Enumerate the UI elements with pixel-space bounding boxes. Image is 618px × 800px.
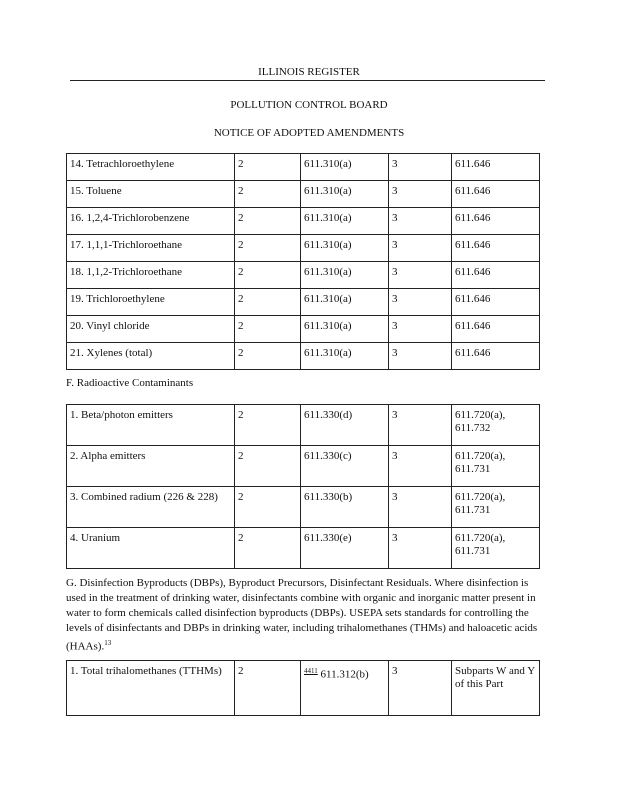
notice-title: NOTICE OF ADOPTED AMENDMENTS <box>213 127 405 139</box>
section-g-paragraph <box>66 576 546 655</box>
table-cell: 2 <box>235 154 301 181</box>
table-cell: 611.310(a) <box>301 208 389 235</box>
table-row <box>67 405 540 446</box>
table-cell: 611.646 <box>452 289 540 316</box>
table-cell: 611.310(a) <box>301 316 389 343</box>
dbp-table <box>66 660 540 716</box>
table-cell: 3 <box>389 208 452 235</box>
table-row <box>67 316 540 343</box>
table-cell: 2 <box>235 289 301 316</box>
table-row <box>67 181 540 208</box>
table-cell: 611.310(a) <box>301 154 389 181</box>
table-cell: 611.646 <box>452 316 540 343</box>
table-cell: 3 <box>389 316 452 343</box>
table-row <box>67 487 540 528</box>
table-cell: 611.310(a) <box>301 235 389 262</box>
table-cell: 18. 1,1,2-Trichloroethane <box>67 262 235 289</box>
table-cell: 2 <box>235 528 301 569</box>
footnote-marker: 13 <box>104 639 112 647</box>
table-cell: 611.720(a), 611.732 <box>452 405 540 446</box>
table-cell: 3 <box>389 154 452 181</box>
table-cell: 611.646 <box>452 235 540 262</box>
section-ref: 611.312(b) <box>320 668 369 681</box>
table-cell: 611.310(a) <box>301 343 389 370</box>
board-title: POLLUTION CONTROL BOARD <box>230 99 388 111</box>
table-cell: 611.720(a), 611.731 <box>452 487 540 528</box>
table-row <box>67 235 540 262</box>
table-row <box>67 208 540 235</box>
table-cell: 3 <box>389 262 452 289</box>
table-cell: 3 <box>389 181 452 208</box>
radioactive-contaminants-table <box>66 404 540 569</box>
table-row <box>67 661 540 716</box>
table-cell: 1. Total trihalomethanes (TTHMs) <box>67 661 235 716</box>
table-cell: 611.330(b) <box>301 487 389 528</box>
table-cell: 611.310(a) <box>301 181 389 208</box>
table-row <box>67 446 540 487</box>
table-cell: 611.310(a) <box>301 289 389 316</box>
table-cell: 3 <box>389 405 452 446</box>
table-cell: 2 <box>235 208 301 235</box>
table-cell: Subparts W and Y of this Part <box>452 661 540 716</box>
organic-contaminants-table <box>66 153 540 370</box>
table-cell: 3 <box>389 289 452 316</box>
table-cell: 2 <box>235 316 301 343</box>
table-cell: 3 <box>389 528 452 569</box>
table-cell: 16. 1,2,4-Trichlorobenzene <box>67 208 235 235</box>
table-cell: 611.646 <box>452 343 540 370</box>
register-title: ILLINOIS REGISTER <box>258 66 360 78</box>
table-cell: 2 <box>235 446 301 487</box>
table-cell: 2. Alpha emitters <box>67 446 235 487</box>
table-cell: 3 <box>389 343 452 370</box>
table-cell: 611.720(a), 611.731 <box>452 446 540 487</box>
table-cell: 17. 1,1,1-Trichloroethane <box>67 235 235 262</box>
table-row <box>67 154 540 181</box>
table-cell: 3 <box>389 487 452 528</box>
table-row <box>67 289 540 316</box>
amendment-marker: 4411 <box>304 667 318 675</box>
table-cell: 4. Uranium <box>67 528 235 569</box>
table-cell: 2 <box>235 661 301 716</box>
table-cell: 2 <box>235 235 301 262</box>
table-cell: 611.720(a), 611.731 <box>452 528 540 569</box>
table-cell: 15. Toluene <box>67 181 235 208</box>
table-cell: 3 <box>389 446 452 487</box>
table-cell: 611.310(a) <box>301 262 389 289</box>
table-cell: 611.330(d) <box>301 405 389 446</box>
section-g-text: G. Disinfection Byproducts (DBPs), Byproduct Precursors, Disinfectant Residuals. Where disinfection is used in the treatment of drinking water, disinfectants combine with organic and inorganic matter present in water to form chemicals called disinfection byproducts (DBPs). USEPA sets standards for controlling the levels of disinfectants and DBPs in drinking water, including trihalomethanes (THMs) and haloacetic acids (HAAs). <box>66 577 538 653</box>
table-cell: 2 <box>235 343 301 370</box>
table-cell: 611.646 <box>452 262 540 289</box>
table-cell: 2 <box>235 405 301 446</box>
header-rule <box>70 80 545 81</box>
table-cell: 3 <box>389 661 452 716</box>
section-f-heading: F. Radioactive Contaminants <box>66 377 194 389</box>
table-cell: 1. Beta/photon emitters <box>67 405 235 446</box>
table-cell: 3 <box>389 235 452 262</box>
table-cell: 611.330(c) <box>301 446 389 487</box>
table-cell: 611.330(e) <box>301 528 389 569</box>
table-cell: 611.646 <box>452 208 540 235</box>
table-cell: 20. Vinyl chloride <box>67 316 235 343</box>
table-cell <box>301 661 389 716</box>
table-cell: 2 <box>235 181 301 208</box>
table-cell: 3. Combined radium (226 & 228) <box>67 487 235 528</box>
table-cell: 611.646 <box>452 181 540 208</box>
table-row <box>67 528 540 569</box>
table-cell: 19. Trichloroethylene <box>67 289 235 316</box>
table-cell: 21. Xylenes (total) <box>67 343 235 370</box>
table-cell: 14. Tetrachloroethylene <box>67 154 235 181</box>
table-cell: 2 <box>235 262 301 289</box>
table-cell: 611.646 <box>452 154 540 181</box>
table-row <box>67 262 540 289</box>
table-cell: 2 <box>235 487 301 528</box>
table-row <box>67 343 540 370</box>
